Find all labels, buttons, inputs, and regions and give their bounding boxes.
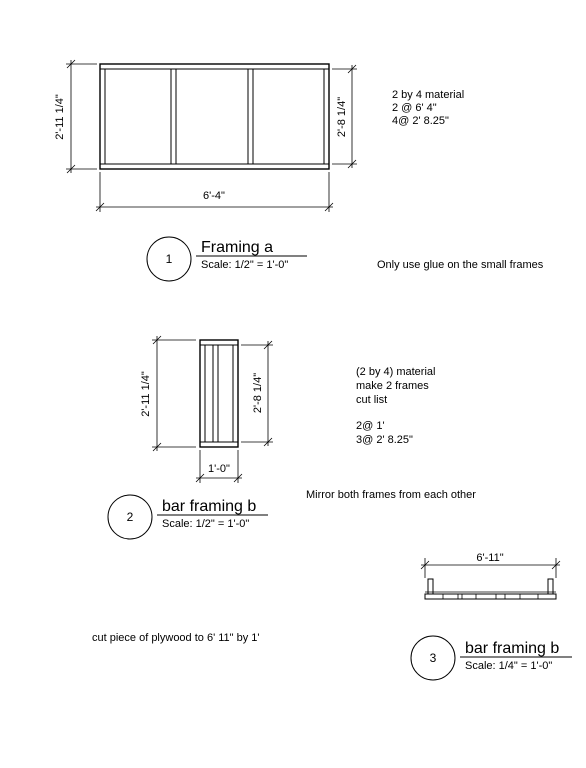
bar-framing-b-plan-drawing (421, 552, 560, 599)
bar-framing-b-note-cut-1: 2@ 1' (356, 420, 385, 432)
framing-a-tag-number: 1 (165, 252, 173, 266)
bar-framing-b-scale: Scale: 1/2" = 1'-0" (162, 518, 250, 530)
framing-a-drawing (54, 60, 357, 212)
bar-framing-b-note-cutlist: cut list (356, 394, 388, 406)
bar-framing-b-note-cut-2: 3@ 2' 8.25" (356, 434, 413, 446)
plan-base-board (425, 594, 556, 599)
framing-a-width-dim: 6'-4" (203, 190, 225, 202)
framing-a-title-block (147, 237, 307, 281)
plan-scale: Scale: 1/4" = 1'-0" (465, 660, 553, 672)
plan-tag-number: 3 (429, 651, 437, 665)
framing-a-scale: Scale: 1/2" = 1'-0" (201, 259, 289, 271)
bar-framing-b-tag-number: 2 (126, 510, 134, 524)
bar-framing-b-stud (213, 345, 218, 442)
bar-framing-b-title-block (108, 495, 268, 539)
mirror-note: Mirror both frames from each other (306, 489, 476, 501)
plan-title-block (411, 636, 572, 680)
framing-a-note-cut-1: 2 @ 6' 4" (392, 102, 437, 114)
plywood-note: cut piece of plywood to 6' 11" by 1' (92, 632, 260, 644)
glue-note: Only use glue on the small frames (377, 259, 544, 271)
framing-a-stud (248, 69, 253, 164)
bar-framing-b-title: bar framing b (162, 498, 257, 515)
bar-framing-b-inner-height-dim: 2'-8 1/4" (252, 372, 264, 414)
framing-a-inner-height-dim: 2'-8 1/4" (336, 96, 348, 138)
bar-framing-b-note-frames: make 2 frames (356, 380, 429, 392)
bar-framing-b-outer-height-dim: 2'-11 1/4" (140, 371, 152, 417)
bar-framing-b-note-material: (2 by 4) material (356, 366, 436, 378)
framing-a-outer-frame (100, 64, 329, 169)
framing-a-stud (171, 69, 176, 164)
plan-width-dim: 6'-11" (476, 552, 504, 564)
bar-framing-b-width-dim: 1'-0" (208, 463, 230, 475)
bar-framing-b-outer-frame (200, 340, 238, 447)
framing-a-note-cut-2: 4@ 2' 8.25" (392, 115, 449, 127)
bar-framing-b-drawing (140, 336, 273, 483)
plan-title: bar framing b (465, 640, 560, 657)
framing-a-note-material: 2 by 4 material (392, 89, 465, 101)
framing-a-title: Framing a (201, 239, 274, 256)
framing-a-outer-height-dim: 2'-11 1/4" (54, 94, 66, 140)
